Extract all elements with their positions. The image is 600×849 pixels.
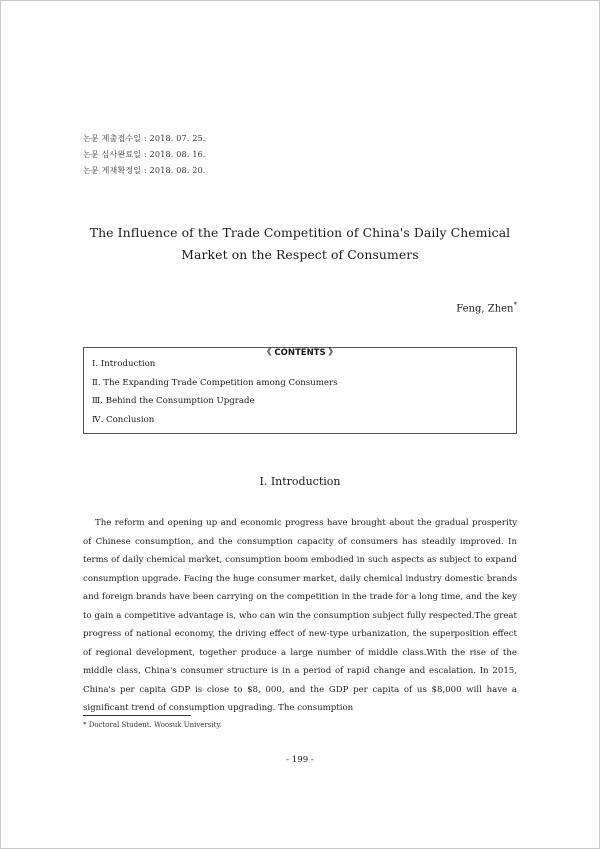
- paper-title: [60, 222, 540, 266]
- section-heading: Ⅰ. Introduction: [259, 475, 341, 488]
- contents-heading-text: 《 CONTENTS 》: [249, 348, 351, 358]
- submission-date-line: 논문 제출접수일 : 2018. 07. 25.: [83, 134, 206, 143]
- acceptance-date-line: 논문 게재확정일 : 2018. 08. 20.: [83, 166, 206, 175]
- author-name: [456, 301, 517, 314]
- author-footnote-marker: *: [513, 301, 517, 309]
- paper-title-line-2: Market on the Respect of Consumers: [181, 247, 419, 262]
- toc-item-consumption-upgrade[interactable]: Ⅲ. Behind the Consumption Upgrade: [92, 396, 255, 406]
- toc-item-trade-competition[interactable]: Ⅱ. The Expanding Trade Competition among Consumers: [92, 377, 338, 388]
- body-text: [83, 514, 517, 718]
- page-number: - 199 -: [286, 755, 314, 765]
- paper-title-line-1: The Influence of the Trade Competition of China's Daily Chemical: [89, 225, 511, 240]
- submission-dates: [83, 131, 206, 179]
- footnote-divider: [83, 715, 191, 716]
- table-of-contents: [92, 355, 338, 429]
- toc-item-introduction[interactable]: Ⅰ. Introduction: [92, 359, 156, 369]
- review-date-line: 논문 심사완료일 : 2018. 08. 16.: [83, 150, 206, 159]
- footnote: * Doctoral Student. Woosuk University.: [83, 721, 222, 729]
- contents-box: [83, 347, 517, 434]
- author-name-text: Feng, Zhen: [456, 303, 514, 315]
- toc-item-conclusion[interactable]: Ⅳ. Conclusion: [92, 414, 155, 425]
- body-paragraph: The reform and opening up and economic progress have brought about the gradual prosperity of Chinese consumption, and the consumption capacity of consumers has steadily improved. In terms of daily chemical market, consumption boom embodied in such aspects as subject to expand consumption upgrade. Facing the huge consumer market, daily chemical industry domestic brands and foreign brands have been carrying on the competition in the trade for a long time, and the key to gain a competitive advantage is, who can win the consumption subject fully respected.The great progress of national economy, the driving effect of new-type urbanization, the superposition effect of regional development, together produce a large number of middle class.With the rise of the middle class, China's consumer structure is in a period of rapid change and escalation. In 2015, China's per capita GDP is close to $8, 000, and the GDP per capita of us $8,000 will have a significant trend of consumption upgrading. The consumption: [83, 518, 517, 713]
